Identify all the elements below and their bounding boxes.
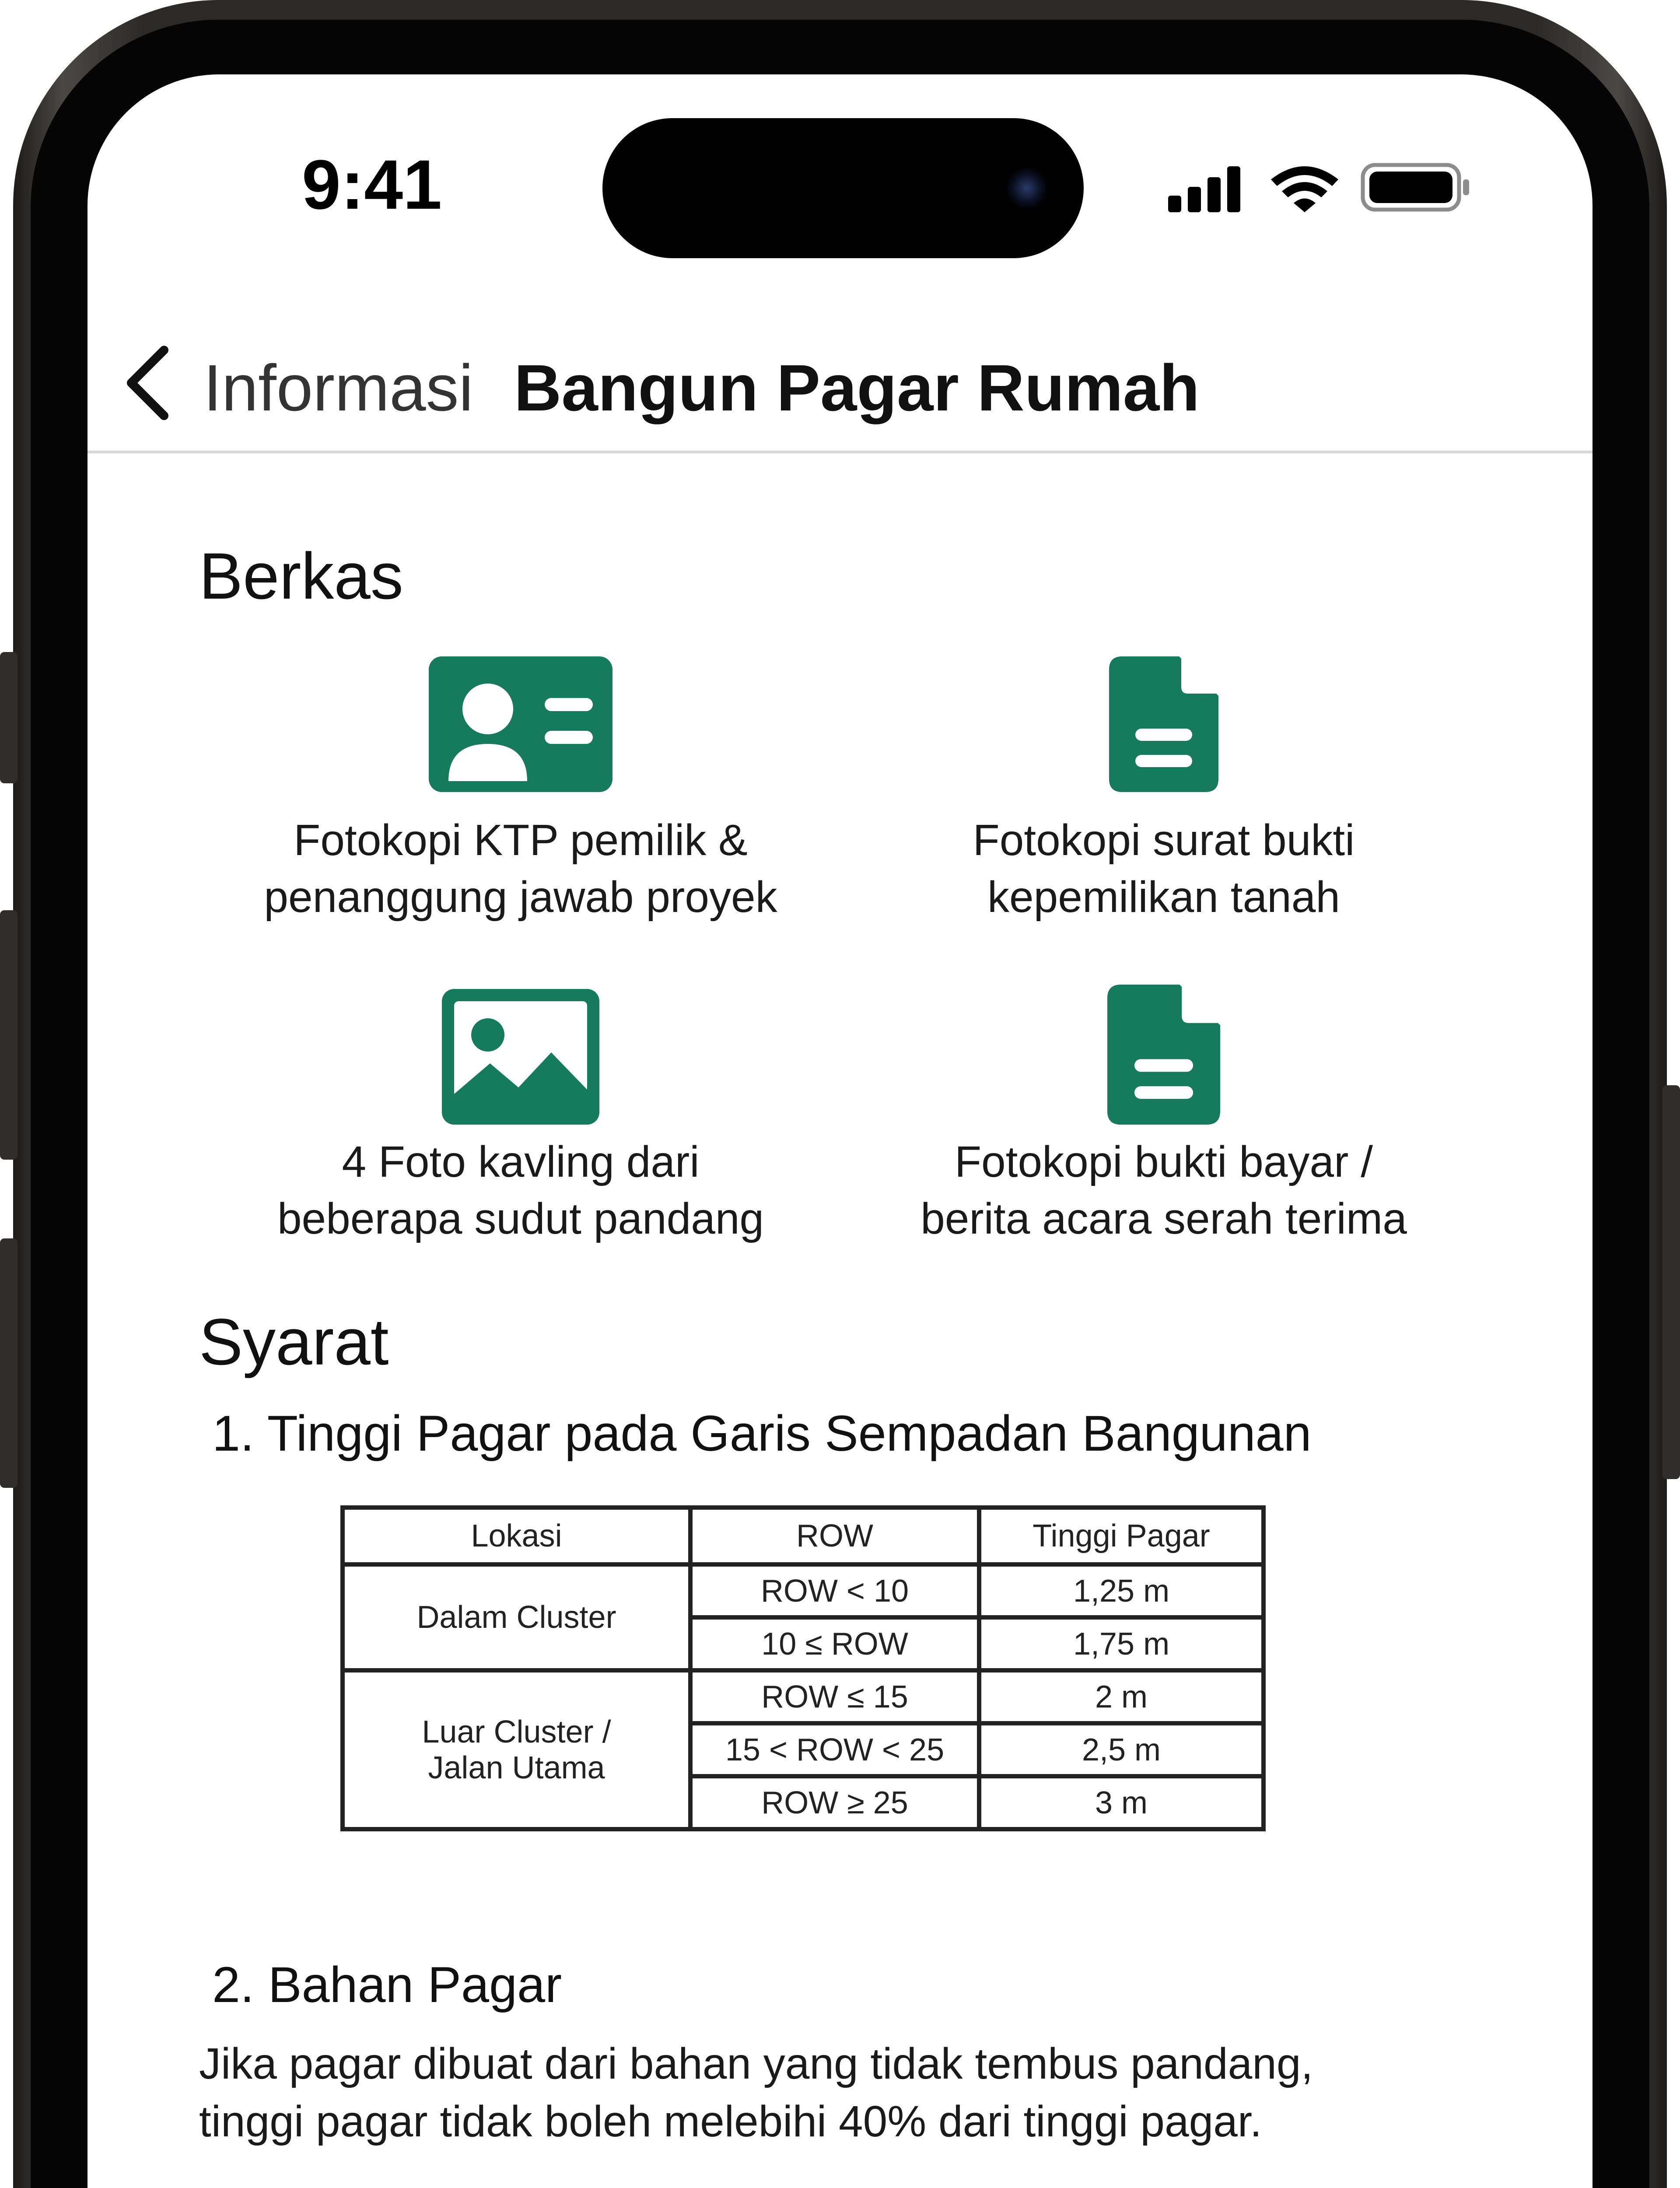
syarat-2-line2: tinggi pagar tidak boleh melebihi 40% dari tinggi pagar. [199,2097,1262,2146]
table-row [343,1670,1264,1723]
table-cell-row: ROW ≤ 15 [690,1670,979,1723]
table-header: Lokasi [343,1508,690,1564]
table-cell-tinggi: 1,75 m [979,1617,1264,1670]
syarat-heading: Syarat [199,1305,389,1378]
berkas-label-line2: penanggung jawab proyek [264,873,777,922]
berkas-label-line1: Fotokopi surat bukti [973,816,1355,865]
table-header-row [343,1508,1264,1564]
table-cell-row: ROW < 10 [690,1564,979,1617]
document-icon [1107,985,1221,1125]
id-card-icon [429,656,612,792]
berkas-label-line1: Fotokopi bukti bayar / [954,1137,1373,1186]
volume-up-button [0,910,18,1160]
berkas-label-line2: berita acara serah terima [920,1194,1407,1243]
table-row [343,1564,1264,1617]
status-time: 9:41 [301,145,442,224]
battery-icon [1363,165,1469,210]
chevron-left-icon[interactable] [120,344,177,422]
action-button [0,652,18,783]
berkas-item [858,985,1470,1247]
dynamic-island [602,118,1084,258]
syarat-2-text [199,2035,1512,2150]
screen [88,74,1592,2188]
power-button [1662,1085,1680,1479]
berkas-label-line2: kepemilikan tanah [987,873,1340,922]
signal-icon [1168,166,1240,212]
table-cell-tinggi: 2 m [979,1670,1264,1723]
wifi-icon [1271,166,1338,212]
berkas-item [214,656,827,926]
image-icon [442,989,599,1125]
table-header: Tinggi Pagar [979,1508,1264,1564]
syarat-2-heading: 2. Bahan Pagar [212,1957,562,2013]
document-icon [1109,656,1218,792]
table-cell-row: ROW ≥ 25 [690,1776,979,1829]
table-cell-lokasi [343,1670,690,1829]
camera-icon [1005,166,1049,210]
berkas-label-line1: Fotokopi KTP pemilik & [294,816,748,865]
volume-down-button [0,1238,18,1488]
syarat-1-heading: 1. Tinggi Pagar pada Garis Sempadan Bangunan [212,1406,1312,1462]
berkas-item [214,989,827,1247]
berkas-label-line2: beberapa sudut pandang [277,1194,764,1243]
table-header: ROW [690,1508,979,1564]
table-cell-lokasi: Dalam Cluster [343,1564,690,1670]
fence-height-table [340,1505,1266,1831]
lokasi-line1: Luar Cluster / [422,1714,611,1750]
status-icons [1164,160,1479,212]
table-cell-tinggi: 1,25 m [979,1564,1264,1617]
table-cell-row: 10 ≤ ROW [690,1617,979,1670]
berkas-heading: Berkas [199,539,403,613]
berkas-label-line1: 4 Foto kavling dari [342,1137,700,1186]
table-cell-tinggi: 2,5 m [979,1723,1264,1776]
back-label[interactable]: Informasi [203,351,473,424]
berkas-item [858,656,1470,926]
syarat-2-line1: Jika pagar dibuat dari bahan yang tidak tembus pandang, [199,2039,1313,2088]
table-cell-tinggi: 3 m [979,1776,1264,1829]
page-title: Bangun Pagar Rumah [514,351,1200,424]
table-cell-row: 15 < ROW < 25 [690,1723,979,1776]
nav-header [88,311,1592,455]
lokasi-line2: Jalan Utama [428,1750,605,1785]
header-divider [88,451,1592,453]
